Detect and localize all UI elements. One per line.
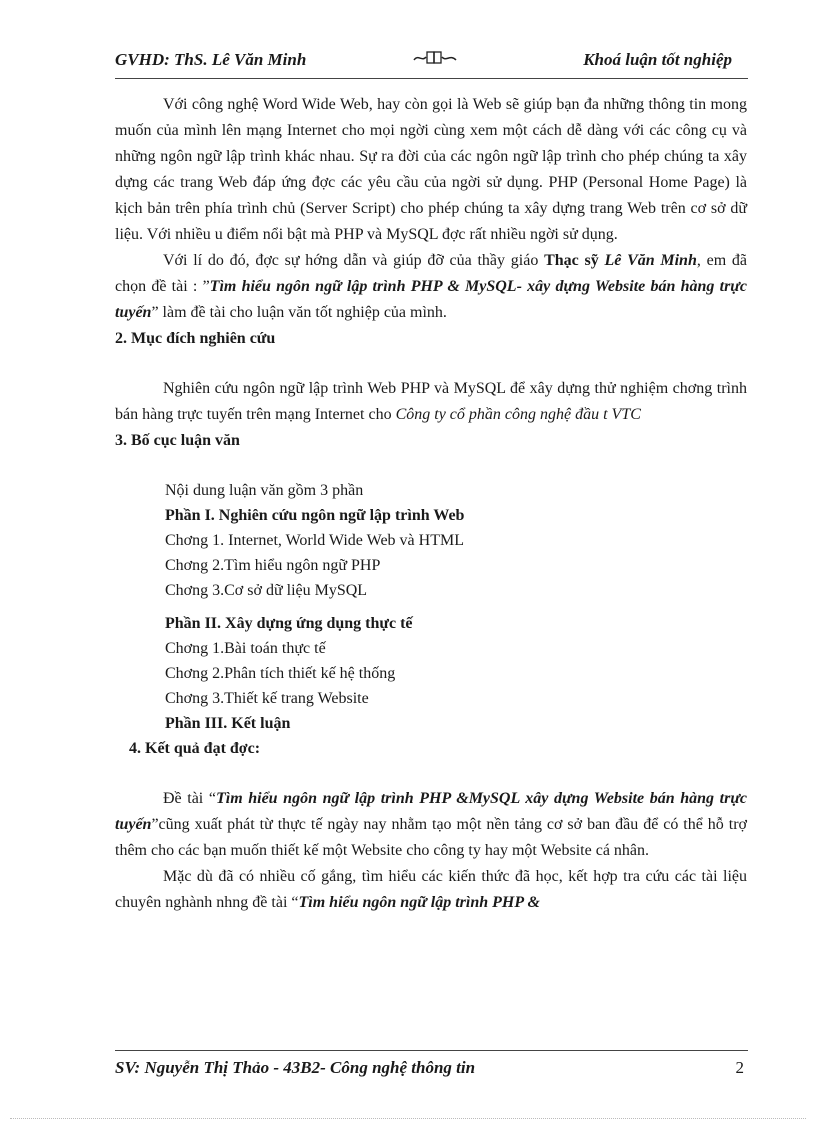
spacer: [115, 352, 747, 376]
topic-paragraph: [115, 248, 747, 326]
page-footer: [115, 1058, 748, 1080]
text-run: Với lí do đó, đợc sự hớng dẫn và giúp đỡ của thầy giáo: [163, 252, 545, 269]
outline-chapter: Chơng 1.Bài toán thực tế: [165, 640, 326, 657]
text-run: Nghiên cứu ngôn ngữ lập trình Web PHP và MySQL để xây dựng thử nghiệm chơng trình bán hàng trực tuyến trên mạng Internet cho: [115, 380, 747, 423]
text-run: Mặc dù đã có nhiều cố gắng, tìm hiểu các kiến thức đã học, kết hợp tra cứu các tài liệu chuyên nghành nhng đề tài “: [115, 868, 747, 911]
advisor-name: Lê Văn Minh: [604, 252, 697, 269]
outline-part-2: Phần II. Xây dựng ứng dụng thực tế: [165, 615, 413, 632]
header-advisor: GVHD: ThS. Lê Văn Minh: [115, 50, 307, 69]
outline-chapter: Chơng 2.Phân tích thiết kế hệ thống: [165, 665, 396, 682]
closing-paragraph: [115, 864, 747, 916]
spacer: [115, 454, 747, 478]
intro-paragraph: Với công nghệ Word Wide Web, hay còn gọi là Web sẽ giúp bạn đa những thông tin mong muốn của mình lên mạng Internet cho mọi ngời cùng xem một cách dễ dàng với các công cụ và những ngôn ngữ lập trình khác nhau. Sự ra đời của các ngôn ngữ lập trình cho phép chúng ta xây dựng các trang Web đáp ứng đợc các yêu cầu của ngời sử dụng. PHP (Personal Home Page) là kịch bản trên phía trình chủ (Server Script) cho phép chúng ta xây dựng trang Web trên cơ sở dữ liệu. Với nhiều u điểm nổi bật mà PHP và MySQL đợc rất nhiều ngời sử dụng.: [115, 96, 747, 243]
outline-part-1: Phần I. Nghiên cứu ngôn ngữ lập trình Web: [165, 507, 465, 524]
page-number: 2: [735, 1058, 744, 1077]
text-run: Đề tài “: [163, 790, 216, 807]
section-heading-2: 2. Mục đích nghiên cứu: [115, 330, 276, 347]
outline-chapter: Chơng 3.Cơ sở dữ liệu MySQL: [165, 582, 368, 599]
result-paragraph: [115, 786, 747, 864]
page-header: [115, 50, 748, 72]
outline-chapter: Chơng 1. Internet, World Wide Web và HTML: [165, 532, 464, 549]
outline-chapter: Chơng 3.Thiết kế trang Website: [165, 690, 369, 707]
text-run: Thạc sỹ: [544, 252, 605, 269]
text-run: ” làm đề tài cho luận văn tốt nghiệp của mình.: [151, 304, 447, 321]
footer-student: SV: Nguyễn Thị Thảo - 43B2- Công nghệ thông tin: [115, 1058, 476, 1077]
company-name: Công ty cổ phần công nghệ đầu t VTC: [395, 406, 641, 423]
purpose-paragraph: [115, 376, 747, 428]
thesis-title: Tìm hiểu ngôn ngữ lập trình PHP & MySQL- xây dựng Website bán hàng trực tuyến: [115, 278, 747, 321]
page-body: [115, 92, 747, 916]
footer-divider: [115, 1050, 748, 1051]
section-heading-4: 4. Kết quả đạt đợc:: [129, 740, 261, 757]
text-run: ”cũng xuất phát từ thực tế ngày nay nhằm tạo một nền tảng cơ sở ban đầu để có thể hỗ trợ thêm cho các bạn muốn thiết kế một Website cho công ty hay một Website cá nhân.: [115, 816, 747, 859]
outline-part-3: Phần III. Kết luận: [165, 715, 291, 732]
thesis-title: Tìm hiểu ngôn ngữ lập trình PHP &MySQL xây dựng Website bán hàng trực tuyến: [115, 790, 748, 833]
page-edge-dots: [10, 1118, 806, 1119]
outline-chapter: Chơng 2.Tìm hiểu ngôn ngữ PHP: [165, 557, 381, 574]
outline-intro: Nội dung luận văn gồm 3 phần: [165, 482, 364, 499]
text-run: , em đã chọn đề tài : ”: [115, 252, 747, 295]
book-ornament-icon: [410, 48, 460, 68]
thesis-title: Tìm hiểu ngôn ngữ lập trình PHP &: [298, 894, 540, 911]
spacer: [115, 762, 747, 786]
header-thesis-label: Khoá luận tốt nghiệp: [583, 50, 732, 69]
header-divider: [115, 78, 748, 79]
spacer: [165, 603, 747, 611]
outline-list: [115, 478, 747, 736]
section-heading-3: 3. Bố cục luận văn: [115, 432, 240, 449]
